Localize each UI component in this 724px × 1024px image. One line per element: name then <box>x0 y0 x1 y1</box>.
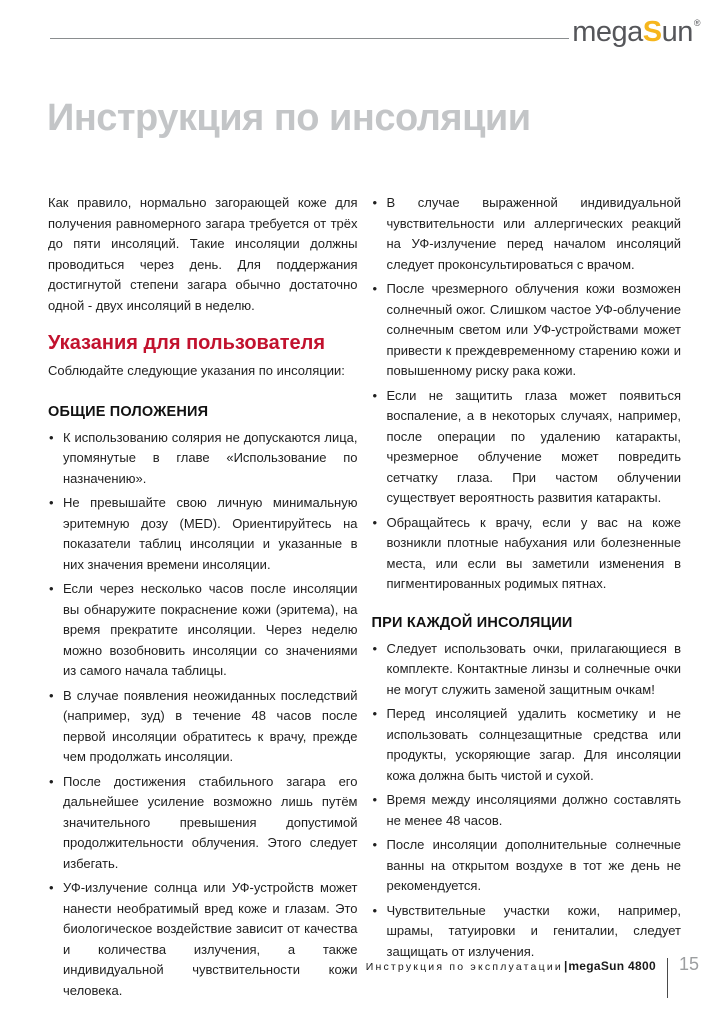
user-guidelines-subtitle: Соблюдайте следующие указания по инсоляции: <box>48 363 345 378</box>
list-item: • После чрезмерного облучения кожи возможен солнечный ожог. Слишком частое УФ-облучение солнечным светом или УФ-устройствами может привести к преждевременному старению кожи и повышенному риску рака кожи. <box>372 279 682 382</box>
footer-product-name: megaSun 4800 <box>568 959 656 973</box>
list-item: • УФ-излучение солнца или УФ-устройств может нанести необратимый вред коже и глазам. Это биологическое воздействие зависит от качества и количества излучения, а также индивидуальной чувствительности кожи человека. <box>48 878 358 1001</box>
list-item: • Если через несколько часов после инсоляции вы обнаружите покраснение кожи (эритема), на время прекратите инсоляции. Через неделю можно возобновить инсоляции со значениями из самого начала таблицы. <box>48 579 358 682</box>
footer-separator: | <box>563 959 568 973</box>
user-guidelines-heading: Указания для пользователя <box>48 332 325 354</box>
general-list-left <box>48 428 358 1002</box>
list-item: • К использованию солярия не допускаются лица, упомянутые в главе «Использование по назначению». <box>48 428 358 490</box>
list-item: • Время между инсоляциями должно составлять не менее 48 часов. <box>372 790 682 831</box>
list-item: • После достижения стабильного загара его дальнейшее усиление возможно лишь путём значительного превышения допустимой продолжительности облучения. Этого следует избегать. <box>48 772 358 875</box>
footer-divider-line <box>667 958 668 998</box>
general-section-heading: ОБЩИЕ ПОЛОЖЕНИЯ <box>48 403 209 420</box>
megasun-logo <box>572 16 700 48</box>
list-item: • Если не защитить глаза может появиться воспаление, а в некоторых случаях, например, после операции по удалению катаракты, чрезмерное облучение может повредить сетчатку глаза. При частом облучении существует вероятность развития катаракты. <box>372 386 682 509</box>
content-columns <box>48 193 681 1005</box>
left-column <box>48 193 358 1005</box>
footer-doc-title: Инструкция по эксплуатации <box>365 961 563 973</box>
list-item: • Следует использовать очки, прилагающиеся в комплекте. Контактные линзы и солнечные очки не могут служить заменой защитным очкам! <box>372 639 682 701</box>
footer-page-number: 15 <box>678 954 699 974</box>
list-item: • Обращайтесь к врачу, если у вас на коже возникли плотные набухания или болезненные места, или если вы заметили изменения в пигментированных родимых пятнах. <box>372 513 682 595</box>
logo-text-un: un <box>661 16 693 48</box>
list-item: • Чувствительные участки кожи, например, шрамы, татуировки и гениталии, следует защищать от излучения. <box>372 901 682 963</box>
intro-paragraph: Как правило, нормально загорающей коже для получения равномерного загара требуется от трёх до пяти инсоляций. Такие инсоляции должны проводиться через день. Для поддержания достигнутой степени загара обычно достаточно одной - двух инсоляций в неделю. <box>48 195 358 313</box>
each-insolation-list <box>372 639 682 963</box>
registered-trademark-icon: ® <box>693 18 700 28</box>
footer-text <box>366 948 656 975</box>
page-title: Инструкция по инсоляции <box>47 97 531 139</box>
page-footer <box>366 948 699 998</box>
each-insolation-heading: ПРИ КАЖДОЙ ИНСОЛЯЦИИ <box>371 614 573 631</box>
list-item: • После инсоляции дополнительные солнечные ванны на открытом воздухе в тот же день не рекомендуется. <box>372 835 682 897</box>
list-item: • Перед инсоляцией удалить косметику и не использовать солнцезащитные средства или продукты, ускоряющие загар. Для инсоляции кожа должна быть чистой и сухой. <box>372 704 682 786</box>
list-item: • В случае выраженной индивидуальной чувствительности или аллергических реакций на УФ-излучение перед началом инсоляций следует проконсультироваться с врачом. <box>372 193 682 275</box>
header-divider <box>50 38 569 39</box>
logo-text-mega: mega <box>572 16 643 48</box>
list-item: • В случае появления неожиданных последствий (например, зуд) в течение 48 часов после первой инсоляции обратитесь к врачу, прежде чем продолжать инсоляции. <box>48 686 358 768</box>
right-column <box>372 193 682 1005</box>
list-item: • Не превышайте свою личную минимальную эритемную дозу (MED). Ориентируйтесь на показатели таблиц инсоляции и указанные в них значения времени инсоляции. <box>48 493 358 575</box>
logo-text-accent-s: S <box>642 16 662 48</box>
general-list-right <box>372 193 682 595</box>
page-header <box>50 16 700 48</box>
